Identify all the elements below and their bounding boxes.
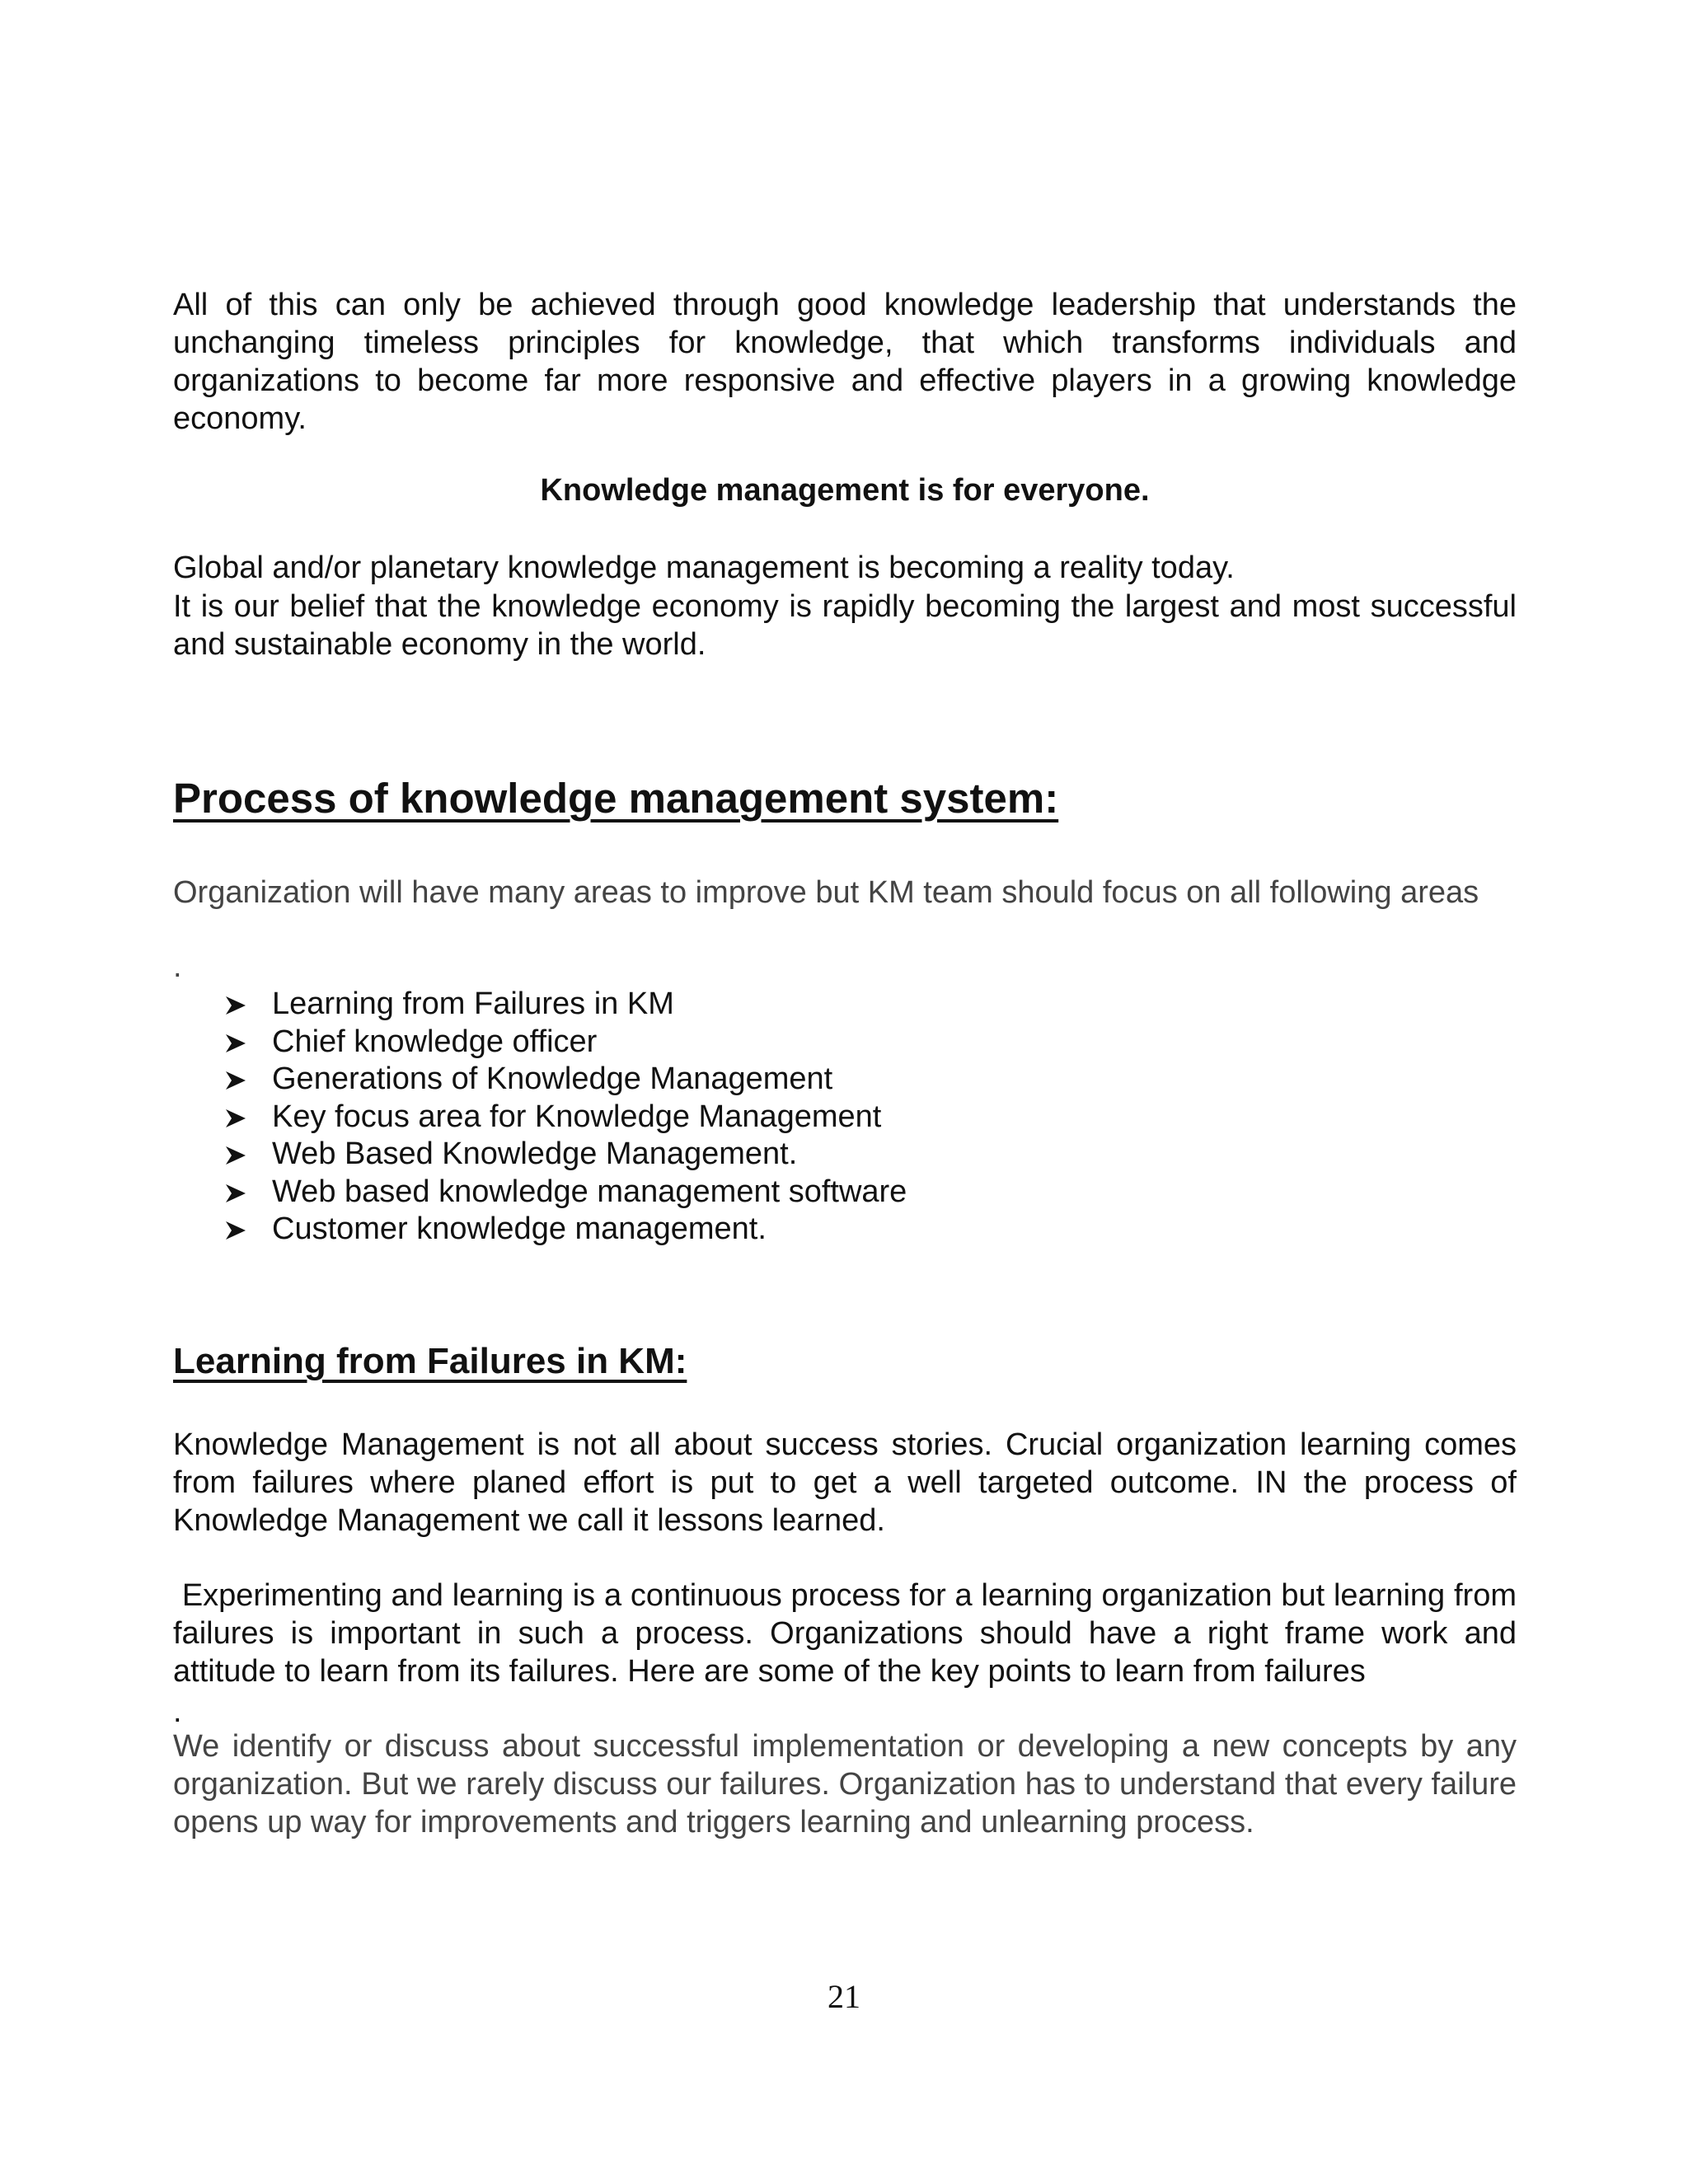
intro-paragraph: All of this can only be achieved through good knowledge leadership that understands the unchanging timeless principles for knowledge, that which transforms individuals and organizations to become far more responsive and effective players in a growing knowledge economy. xyxy=(173,288,1517,436)
arrow-bullet-icon xyxy=(223,1024,256,1062)
process-bullet-list xyxy=(223,986,1459,1249)
failures-heading: Learning from Failures in KM: xyxy=(173,1341,687,1381)
list-item xyxy=(223,1099,1459,1137)
process-heading: Process of knowledge management system: xyxy=(173,775,1059,822)
tagline: Knowledge management is for everyone. xyxy=(540,473,1150,508)
arrow-bullet-icon xyxy=(223,1174,256,1212)
bullet-text: Chief knowledge officer xyxy=(272,1024,598,1059)
bullet-text: Web Based Knowledge Management. xyxy=(272,1137,798,1171)
list-item xyxy=(223,1174,1459,1212)
page-number: 21 xyxy=(828,1978,860,2015)
list-item xyxy=(223,1211,1459,1249)
failures-dot: . xyxy=(173,1694,182,1729)
global-line-2: It is our belief that the knowledge economy is rapidly becoming the largest and most successful and sustainable economy in the world. xyxy=(173,589,1517,662)
list-item xyxy=(223,1061,1459,1099)
arrow-bullet-icon xyxy=(223,1099,256,1137)
list-item xyxy=(223,1136,1459,1174)
arrow-bullet-icon xyxy=(223,986,256,1024)
list-item xyxy=(223,986,1459,1024)
failures-paragraph-2: Experimenting and learning is a continuous process for a learning organization but learning from failures is important in such a process. Organizations should have a right frame work and attitude to learn from its failures. Here are some of the key points to learn from failures xyxy=(173,1578,1526,1689)
process-dot: . xyxy=(173,949,182,984)
global-line-1: Global and/or planetary knowledge management is becoming a reality today. xyxy=(173,551,1235,585)
list-item xyxy=(223,1024,1459,1062)
bullet-text: Key focus area for Knowledge Management xyxy=(272,1099,882,1134)
arrow-bullet-icon xyxy=(223,1136,256,1174)
process-intro: Organization will have many areas to improve but KM team should focus on all following areas xyxy=(173,875,1479,910)
bullet-text: Customer knowledge management. xyxy=(272,1212,767,1246)
bullet-text: Web based knowledge management software xyxy=(272,1174,907,1209)
arrow-bullet-icon xyxy=(223,1211,256,1249)
failures-paragraph-1: Knowledge Management is not all about success stories. Crucial organization learning comes from failures where planed effort is put to get a well targeted outcome. IN the process of Knowledge Management we call it lessons learned. xyxy=(173,1427,1517,1538)
arrow-bullet-icon xyxy=(223,1061,256,1099)
bullet-text: Learning from Failures in KM xyxy=(272,987,674,1021)
bullet-text: Generations of Knowledge Management xyxy=(272,1062,833,1096)
failures-paragraph-3: We identify or discuss about successful implementation or developing a new concepts by any organization. But we rarely discuss our failures. Organization has to understand that every failure opens up way for improvements and triggers learning and unlearning process. xyxy=(173,1729,1517,1840)
